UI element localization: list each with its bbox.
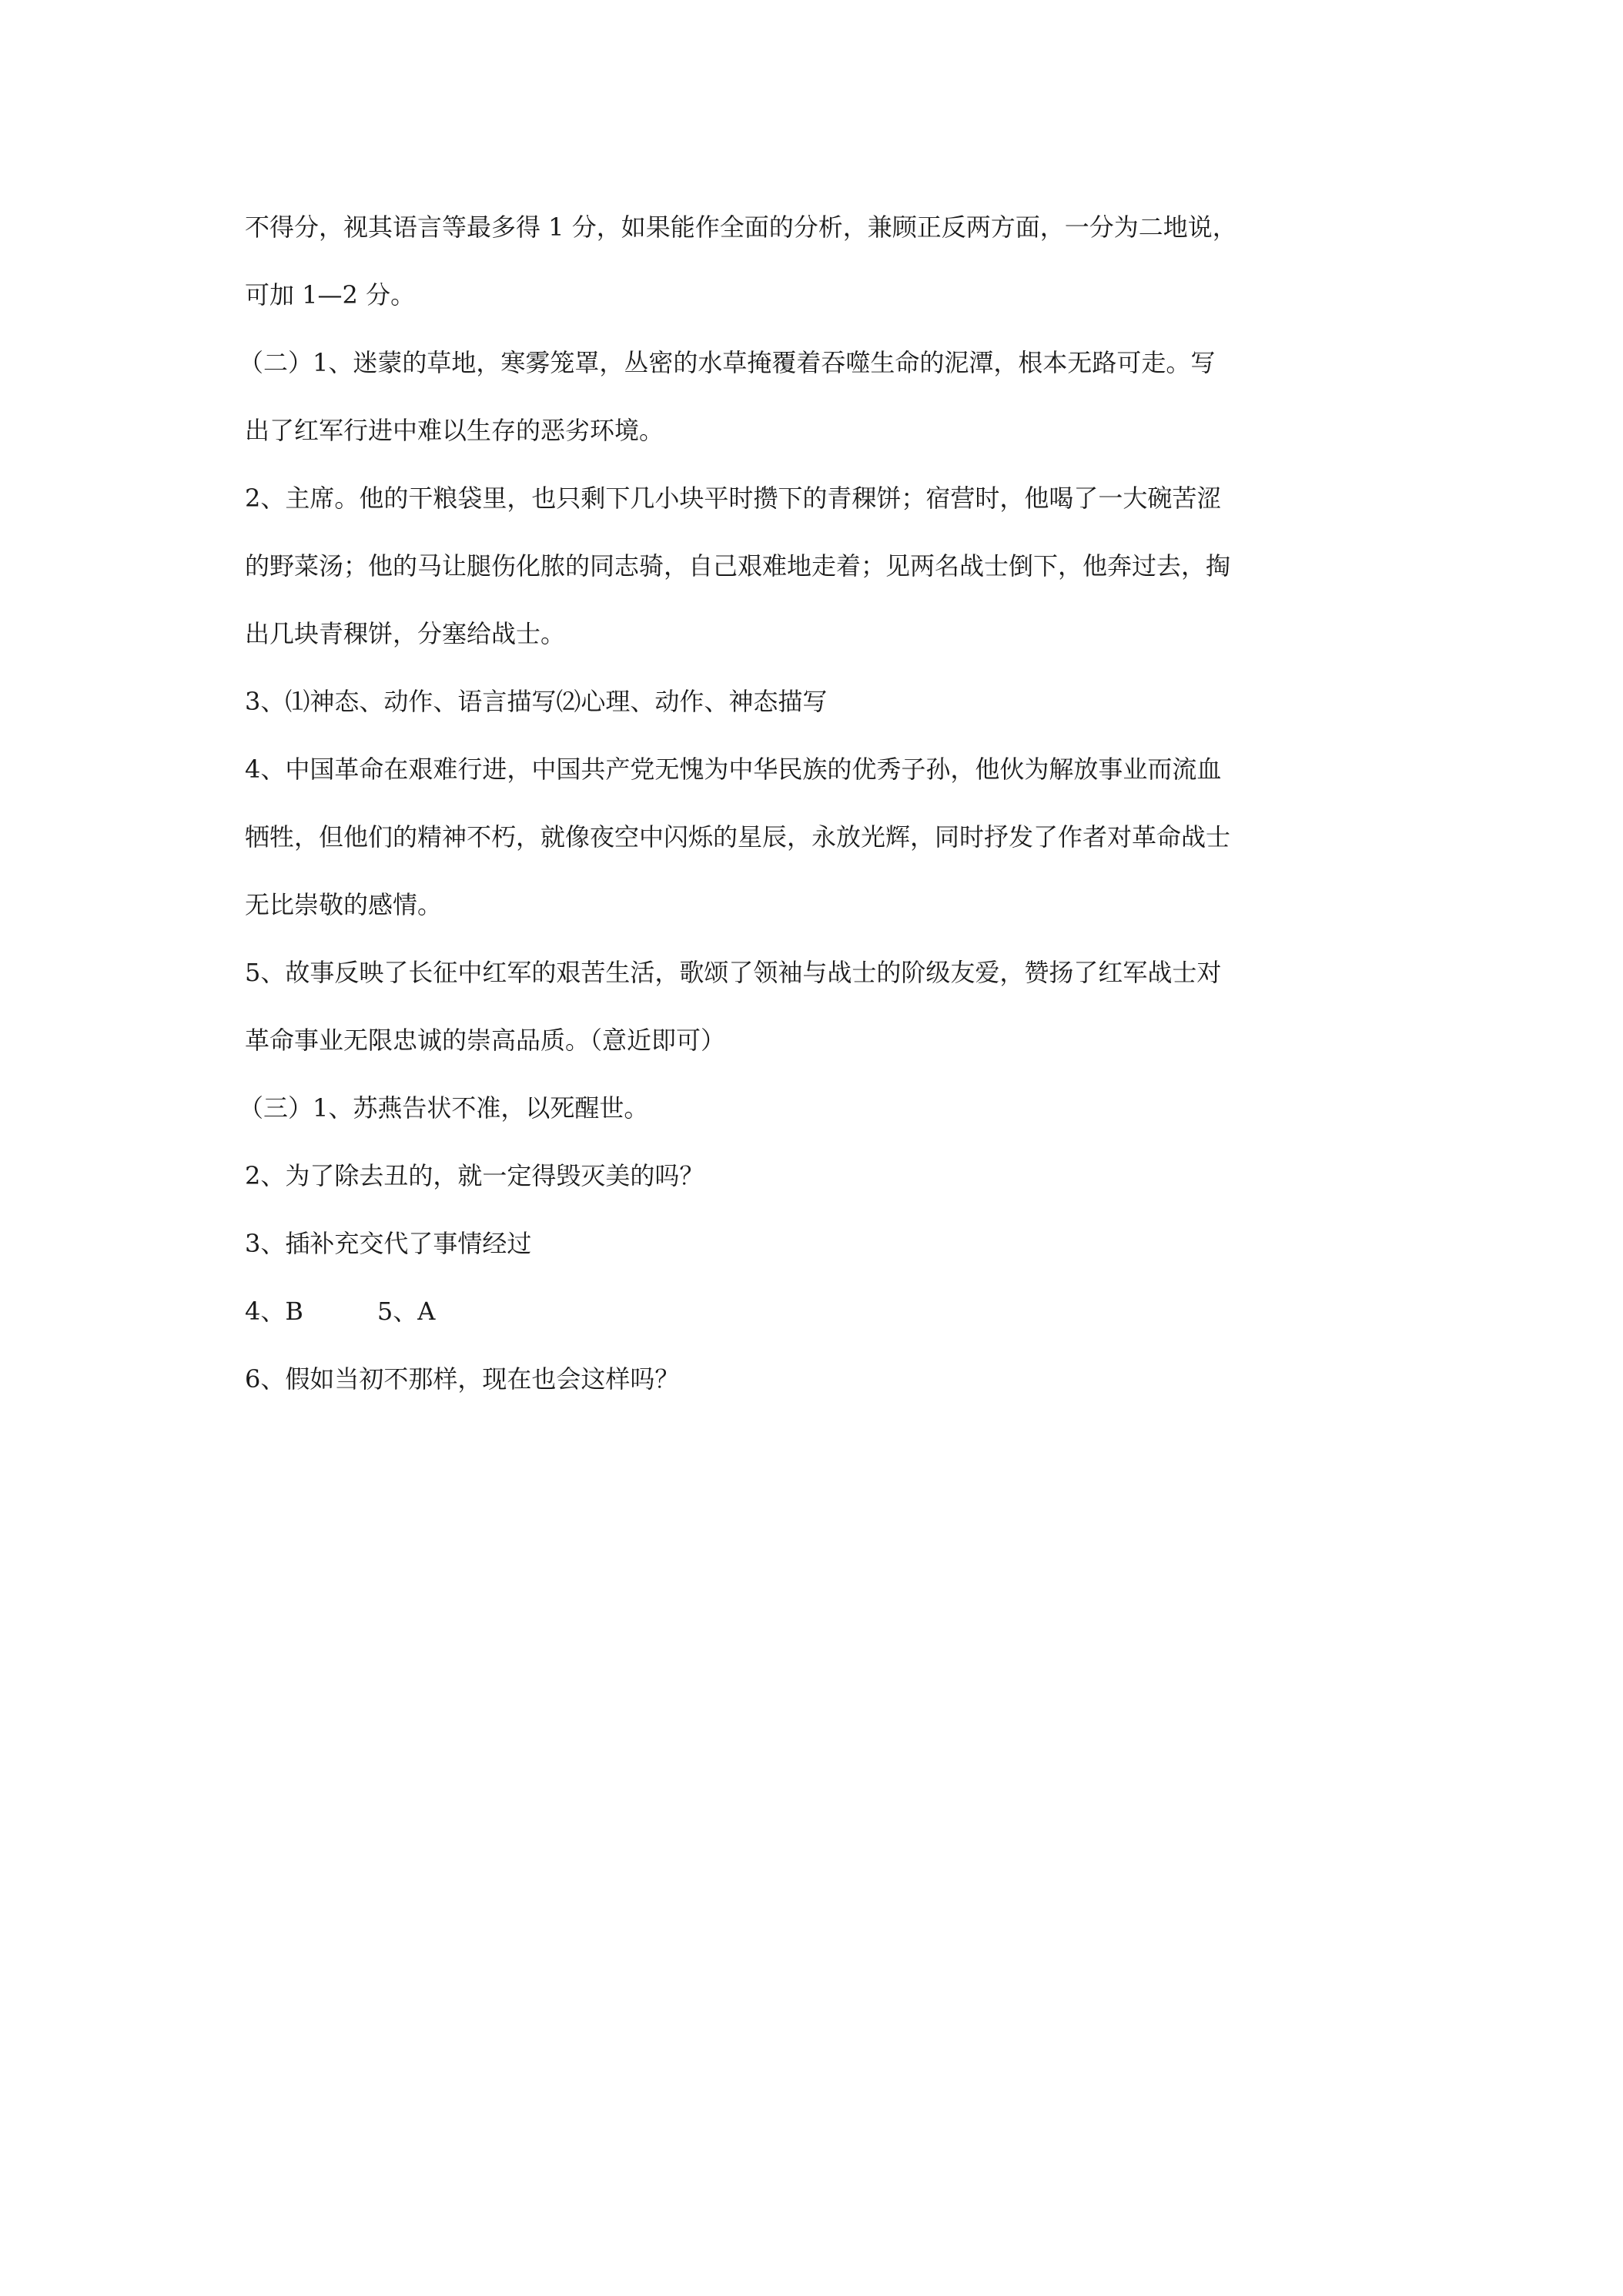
text-line: 2、为了除去丑的，就一定得毁灭美的吗？ xyxy=(245,1161,704,1190)
text-line: 5、故事反映了长征中红军的艰苦生活，歌颂了领袖与战士的阶级友爱，赞扬了红军战士对 xyxy=(245,958,1222,987)
text-line: 3、插补充交代了事情经过 xyxy=(245,1229,532,1258)
text-line: 革命事业无限忠诚的崇高品质。（意近即可） xyxy=(245,1026,726,1055)
text-line: 6、假如当初不那样，现在也会这样吗？ xyxy=(245,1364,680,1394)
text-line: 2、主席。他的干粮袋里，也只剩下几小块平时攒下的青稞饼；宿营时，他喝了一大碗苦涩 xyxy=(245,484,1222,513)
text-line: 3、⑴神态、动作、语言描写⑵心理、动作、神态描写 xyxy=(245,687,828,716)
text-line: 无比崇敬的感情。 xyxy=(245,890,443,919)
text-line: 不得分，视其语言等最多得 1 分，如果能作全面的分析，兼顾正反两方面，一分为二地说， xyxy=(245,213,1237,242)
text-line: 牺牲，但他们的精神不朽，就像夜空中闪烁的星辰，永放光辉，同时抒发了作者对革命战士 xyxy=(245,822,1231,852)
text-line: （三）1、苏燕告状不准，以死醒世。 xyxy=(239,1093,649,1123)
text-line: 出了红军行进中难以生存的恶劣环境。 xyxy=(245,416,664,445)
text-line: 4、B 5、A xyxy=(245,1297,436,1326)
text-line: 出几块青稞饼，分塞给战士。 xyxy=(245,619,566,648)
text-line: 4、中国革命在艰难行进，中国共产党无愧为中华民族的优秀子孙，他伙为解放事业而流血 xyxy=(245,755,1222,784)
text-line: 的野菜汤；他的马让腿伤化脓的同志骑，自己艰难地走着；见两名战士倒下，他奔过去，掏 xyxy=(245,551,1231,581)
text-line: （二）1、迷蒙的草地，寒雾笼罩，丛密的水草掩覆着吞噬生命的泥潭，根本无路可走。写 xyxy=(239,348,1216,377)
text-line: 可加 1—2 分。 xyxy=(245,280,416,310)
